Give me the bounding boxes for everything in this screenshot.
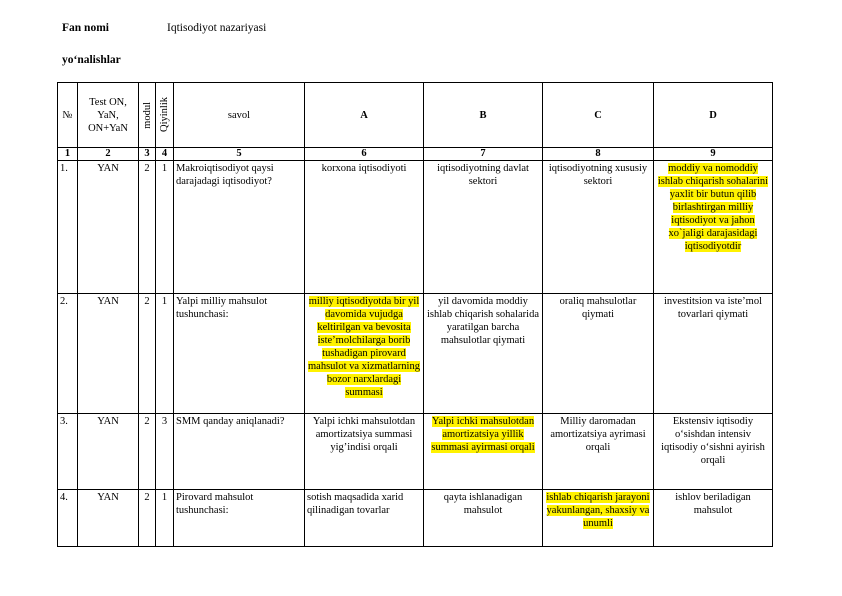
row-num: 4. <box>58 490 78 547</box>
fan-label: Fan nomi <box>62 22 109 34</box>
answer-a <box>305 414 424 490</box>
row-num: 1. <box>58 161 78 294</box>
answer-c <box>543 161 654 294</box>
row-qiyinlik: 1 <box>156 490 174 547</box>
col-header-b: B <box>424 83 543 148</box>
col-header-savol: savol <box>174 83 305 148</box>
col-number: 2 <box>78 148 139 161</box>
fan-value: Iqtisodiyot nazariyasi <box>167 22 267 34</box>
answer-d <box>654 490 773 547</box>
answer-d-text: investitsion va iste’mol tovarlari qiymati <box>664 296 762 320</box>
row-modul: 2 <box>139 161 156 294</box>
answer-b-text-correct: Yalpi ichki mahsulotdan amortizatsiya yillik summasi ayirmasi orqali <box>431 416 535 453</box>
row-type: YAN <box>78 490 139 547</box>
answer-a <box>305 161 424 294</box>
answer-b-text: yil davomida moddiy ishlab chiqarish sohalarida yaratilgan barcha mahsulotlar qiymati <box>427 296 539 346</box>
answer-c-text: oraliq mahsulotlar qiymati <box>559 296 637 320</box>
col-header-modul <box>139 83 156 148</box>
col-header-num: № <box>58 83 78 148</box>
col-number: 8 <box>543 148 654 161</box>
answer-b-text: qayta ishlanadigan mahsulot <box>443 492 523 516</box>
col-number: 6 <box>305 148 424 161</box>
row-num: 2. <box>58 294 78 414</box>
answer-c <box>543 414 654 490</box>
table-row <box>58 414 773 490</box>
answer-c-text: Milliy daromadan amortizatsiya ayrimasi orqali <box>550 416 646 453</box>
row-type: YAN <box>78 294 139 414</box>
col-number: 3 <box>139 148 156 161</box>
row-question: Makroiqtisodiyot qaysi darajadagi iqtisodiyot? <box>174 161 305 294</box>
col-header-c: C <box>543 83 654 148</box>
row-modul: 2 <box>139 294 156 414</box>
answer-a-text: Yalpi ichki mahsulotdan amortizatsiya summasi yig’indisi orqali <box>312 416 416 453</box>
answer-d-text: ishlov beriladigan mahsulot <box>675 492 751 516</box>
answer-a-text: sotish maqsadida xarid qilinadigan tovarlar <box>307 492 404 516</box>
row-qiyinlik: 1 <box>156 294 174 414</box>
answer-d <box>654 414 773 490</box>
answer-d-text-correct: moddiy va nomoddiy ishlab chiqarish sohalarini yaxlit bir butun qilib birlashtirgan milliy iqtisodiyot va jahon xo`jaligi darajasidagi iqtisodiyotdir <box>657 163 769 252</box>
answer-b <box>424 161 543 294</box>
table-row <box>58 161 773 294</box>
col-number: 4 <box>156 148 174 161</box>
col-header-a: A <box>305 83 424 148</box>
answer-a-text-correct: milliy iqtisodiyotda bir yil davomida vujudga keltirilgan va bevosita iste’molchilarga borib tushadigan pirovard mahsulot va xizmatlarning bozor narxlardagi summasi <box>308 296 420 398</box>
table-row <box>58 294 773 414</box>
table-header-row <box>58 83 773 148</box>
row-modul: 2 <box>139 414 156 490</box>
col-number: 5 <box>174 148 305 161</box>
answer-c <box>543 490 654 547</box>
col-number: 9 <box>654 148 773 161</box>
col-header-qiyinlik <box>156 83 174 148</box>
col-number: 1 <box>58 148 78 161</box>
row-question: Pirovard mahsulot tushunchasi: <box>174 490 305 547</box>
answer-b-text: iqtisodiyotning davlat sektori <box>437 163 529 187</box>
answer-b <box>424 414 543 490</box>
col-header-modul-text: modul <box>142 101 153 129</box>
col-header-d: D <box>654 83 773 148</box>
yonalish-label: yo‘nalishlar <box>62 54 121 66</box>
row-qiyinlik: 3 <box>156 414 174 490</box>
table-row <box>58 490 773 547</box>
answer-a <box>305 490 424 547</box>
answer-d <box>654 161 773 294</box>
answer-d-text: Ekstensiv iqtisodiy o‘sishdan intensiv iqtisodiy o‘sishni ayirish orqali <box>661 416 765 466</box>
col-header-qiyinlik-text: Qiyinlik <box>159 97 170 133</box>
row-question: Yalpi milliy mahsulot tushunchasi: <box>174 294 305 414</box>
row-qiyinlik: 1 <box>156 161 174 294</box>
answer-d <box>654 294 773 414</box>
answer-b <box>424 294 543 414</box>
row-type: YAN <box>78 161 139 294</box>
col-number: 7 <box>424 148 543 161</box>
answer-a-text: korxona iqtisodiyoti <box>321 163 407 174</box>
answer-c <box>543 294 654 414</box>
row-modul: 2 <box>139 490 156 547</box>
row-question: SMM qanday aniqlanadi? <box>174 414 305 490</box>
answer-c-text-correct: ishlab chiqarish jarayoni yakunlangan, shaxsiy va unumli <box>546 492 650 529</box>
row-type: YAN <box>78 414 139 490</box>
test-table <box>57 82 773 547</box>
column-number-row <box>58 148 773 161</box>
answer-c-text: iqtisodiyotning xususiy sektori <box>548 163 648 187</box>
answer-a <box>305 294 424 414</box>
answer-b <box>424 490 543 547</box>
row-num: 3. <box>58 414 78 490</box>
col-header-type: Test ON, YaN, ON+YaN <box>78 83 139 148</box>
